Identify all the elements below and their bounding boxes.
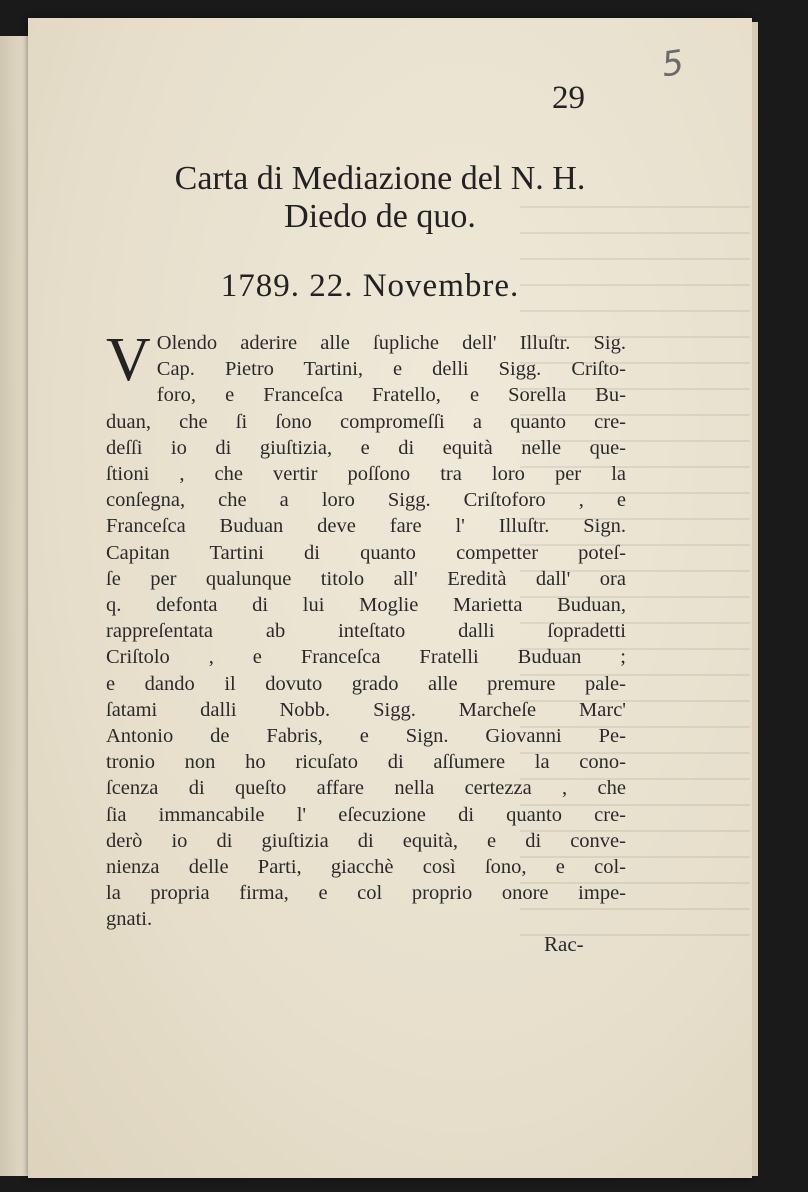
body-line: Cap. Pietro Tartini, e delli Sigg. Criſto- <box>156 358 626 381</box>
handwritten-annotation: 5 <box>659 42 687 86</box>
body-text <box>106 326 626 933</box>
body-line: nienza delle Parti, giacchè così ſono, e col- <box>106 856 626 879</box>
body-line: ſcenza di queſto affare nella certezza , che <box>106 777 626 800</box>
body-line: Antonio de Fabris, e Sign. Giovanni Pe- <box>106 725 626 748</box>
title-line-1: Carta di Mediazione del N. H. <box>174 160 586 197</box>
body-line: ſe per qualunque titolo all' Eredità dall' ora <box>106 567 626 590</box>
page-edge <box>752 22 758 1176</box>
body-line: la propria firma, e col proprio onore impe- <box>106 882 626 905</box>
facing-page-edge <box>0 36 29 1176</box>
document-date: 1789. 22. Novembre. <box>220 268 520 304</box>
body-line: Franceſca Buduan deve fare l' Illuſtr. Sign. <box>106 515 626 538</box>
body-line: deſſi io di giuſtizia, e di equità nelle que- <box>106 436 626 459</box>
body-line: ſtioni , che vertir poſſono tra loro per la <box>106 463 626 486</box>
body-line: Olendo aderire alle ſupliche dell' Illuſtr. Sig. <box>156 332 626 354</box>
document-title <box>100 160 660 236</box>
body-line: derò io di giuſtizia di equità, e di conve- <box>106 829 626 852</box>
page-number: 29 <box>552 80 585 116</box>
body-line: q. defonta di lui Moglie Marietta Buduan, <box>106 594 626 617</box>
body-line: Criſtolo , e Franceſca Fratelli Buduan ; <box>106 646 626 669</box>
body-line: ſatami dalli Nobb. Sigg. Marcheſe Marc' <box>106 698 626 721</box>
body-line: conſegna, che a loro Sigg. Criſtoforo , e <box>106 489 626 512</box>
body-line: foro, e Franceſca Fratello, e Sorella Bu- <box>156 384 626 407</box>
body-line: Capitan Tartini di quanto competter poteſ- <box>106 541 626 564</box>
body-line: tronio non ho ricuſato di aſſumere la cono- <box>106 751 626 774</box>
body-line: ſia immancabile l' eſecuzione di quanto cre- <box>106 803 626 826</box>
body-line: duan, che ſi ſono compromeſſi a quanto cre- <box>106 410 626 433</box>
catchword: Rac- <box>544 932 584 956</box>
body-line: e dando il dovuto grado alle premure pale- <box>106 672 626 695</box>
body-line: gnati. <box>106 908 153 931</box>
title-line-2: Diedo de quo. <box>284 198 476 235</box>
drop-cap: V <box>106 326 151 394</box>
body-line: rappreſentata ab inteſtato dalli ſopradetti <box>106 620 626 643</box>
